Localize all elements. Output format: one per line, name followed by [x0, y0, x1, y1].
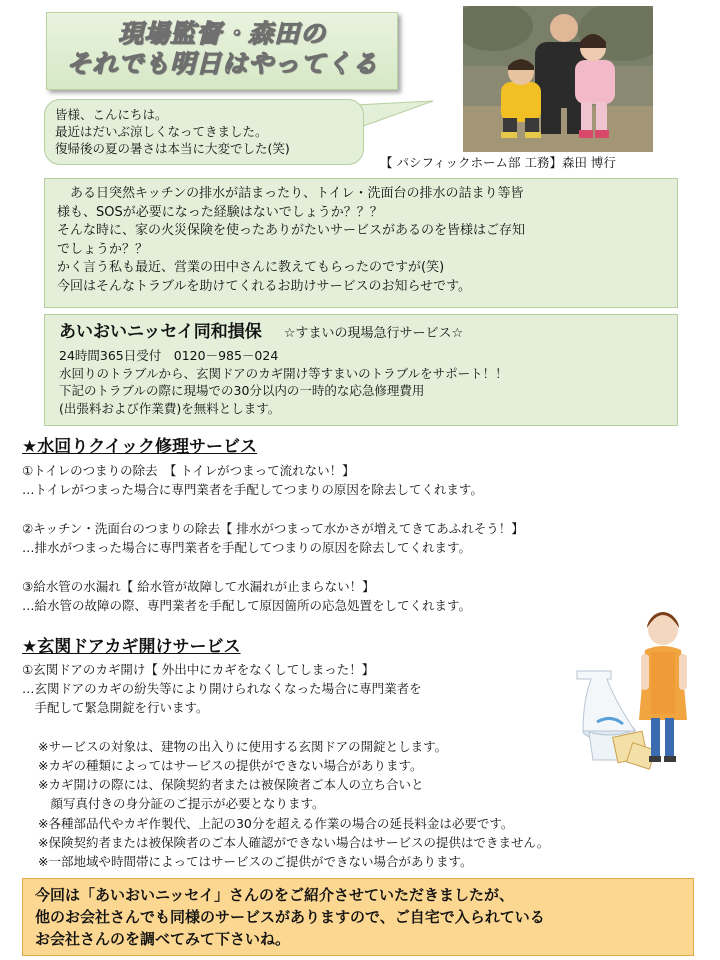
closing-line: 今回は「あいおいニッセイ」さんのをご紹介させていただきましたが、 [35, 886, 514, 904]
speech-bubble-tail [355, 99, 435, 133]
closing-box [22, 878, 694, 956]
key-service-title: ★玄関ドアカギ開けサービス [22, 637, 241, 657]
water-item-1-desc: …トイレがつまった場合に専門業者を手配してつまりの原因を除去してくれます。 [22, 482, 483, 497]
intro-line: かく言う私も最近、営業の田中さんに教えてもらったのですが(笑) [57, 260, 445, 275]
author-credit: 【 パシフィックホーム部 工務】森田 博行 [380, 155, 616, 170]
greeting-line: 皆様、こんにちは。 [55, 107, 168, 122]
title-banner [46, 12, 398, 90]
intro-line: 今回はそんなトラブルを助けてくれるお助けサービスのお知らせです。 [57, 278, 472, 294]
note-item: ※一部地域や時間帯によってはサービスのご提供ができない場合があります。 [38, 854, 473, 869]
water-item-3-desc: …給水管の故障の際、専門業者を手配して原因箇所の応急処置をしてくれます。 [22, 598, 472, 613]
closing-line: お会社さんのを調べてみて下さいね。 [35, 930, 291, 948]
water-item-2-desc: …排水がつまった場合に専門業者を手配してつまりの原因を除去してくれます。 [22, 540, 472, 555]
insurer-heading [45, 319, 677, 347]
key-item-head: ①玄関ドアのカギ開け【 外出中にカギをなくしてしまった！】 [22, 662, 375, 677]
note-item: ※各種部品代やカギ作製代、上記の30分を超える作業の場合の延長料金は必要です。 [38, 816, 514, 831]
greeting-line: 最近はだいぶ涼しくなってきました。 [55, 124, 268, 139]
intro-line: ある日突然キッチンの排水が詰まったり、トイレ・洗面台の排水の詰まり等皆 [57, 186, 524, 201]
title-line-1: 現場監督・森田の [117, 19, 326, 48]
title-line-2: それでも明日はやってくる [65, 49, 378, 78]
key-item-desc: …玄関ドアのカギの紛失等により開けられなくなった場合に専門業者を [22, 681, 422, 696]
insurer-line: 下記のトラブルの際に現場での30分以内の一時的な応急修理費用 [59, 383, 425, 398]
greeting-line: 復帰後の夏の暑さは本当に大変でした(笑) [55, 141, 290, 156]
closing-line: 他のお会社さんでも同様のサービスがありますので、ご自宅で入られている [35, 908, 545, 926]
insurer-service-name: ☆すまいの現場急行サービス☆ [283, 326, 464, 341]
insurer-phone: 24時間365日受付 0120－985－024 [59, 348, 279, 363]
insurer-box [44, 314, 678, 426]
water-item-1-head: ①トイレのつまりの除去 【 トイレがつまって流れない！】 [22, 463, 355, 478]
intro-line: でしょうか？？ [57, 241, 149, 257]
note-item: ※サービスの対象は、建物の出入りに使用する玄関ドアの開錠とします。 [38, 739, 448, 754]
water-item-2-head: ②キッチン・洗面台のつまりの除去【 排水がつまって水かさが増えてきてあふれそう！】 [22, 521, 524, 536]
intro-line: そんな時に、家の火災保険を使ったありがたいサービスがあるのを皆様はご存知 [57, 223, 526, 238]
insurer-line: 水回りのトラブルから、玄関ドアのカギ開け等すまいのトラブルをサポート！！ [59, 365, 508, 381]
note-item: ※カギの種類によってはサービスの提供ができない場合があります。 [38, 758, 423, 773]
note-item: ※保険契約者または被保険者のご本人確認ができない場合はサービスの提供はできません。 [38, 835, 550, 850]
greeting-bubble [44, 99, 364, 165]
intro-line: 様も、SOSが必要になった経験はないでしょうか？？？ [57, 204, 383, 220]
plumbing-illustration [565, 606, 695, 776]
author-photo [463, 6, 653, 152]
note-item: ※カギ開けの際には、保険契約者または被保険者ご本人の立ち合いと [38, 777, 424, 792]
water-item-3-head: ③給水管の水漏れ【 給水管が故障して水漏れが止まらない！】 [22, 579, 375, 594]
intro-box [44, 178, 678, 308]
key-item-desc: 手配して緊急開錠を行います。 [22, 700, 209, 715]
note-item: 顔写真付きの身分証のご提示が必要となります。 [38, 796, 325, 811]
insurer-line: (出張料および作業費)を無料とします。 [59, 400, 281, 416]
insurer-name: あいおいニッセイ同和損保 [59, 322, 262, 342]
water-service-title: ★水回りクイック修理サービス [22, 437, 258, 457]
